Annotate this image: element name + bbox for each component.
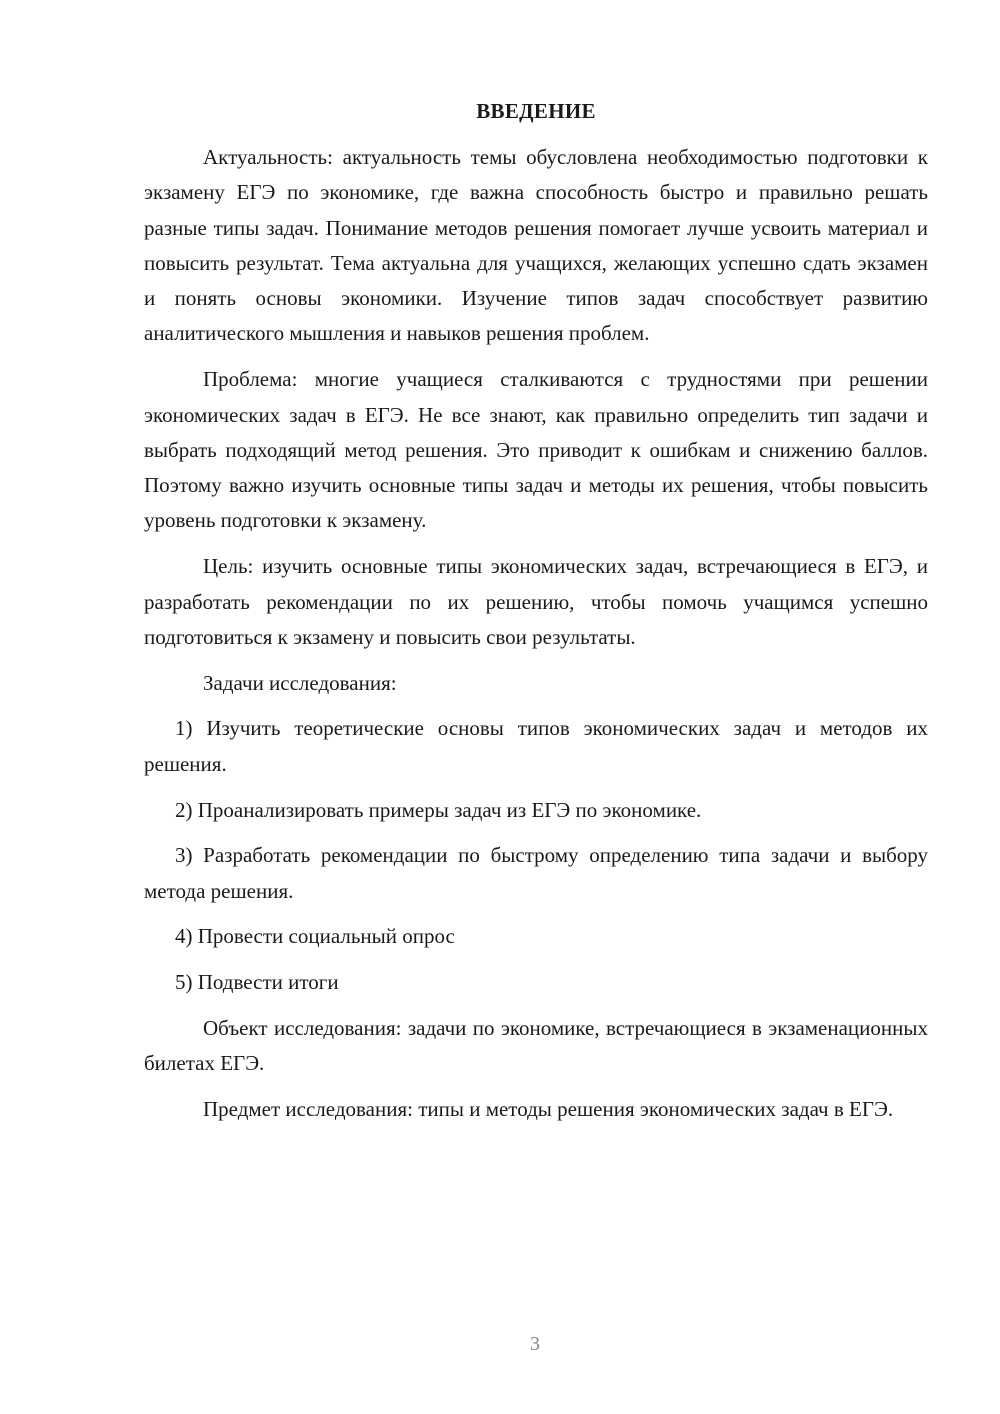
document-page	[144, 96, 928, 1138]
subject-paragraph: Предмет исследования: типы и методы решения экономических задач в ЕГЭ.	[203, 1097, 894, 1122]
problem-paragraph: Проблема: многие учащиеся сталкиваются с трудностями при решении экономических задач в ЕГЭ. Не все знают, как правильно определить тип задачи и выбрать подходящий метод решения. Это приводит к ошибкам и снижению баллов. Поэтому важно изучить основные типы задач и методы их решения, чтобы повысить уровень подготовки к экзамену.	[144, 367, 928, 533]
object-paragraph: Объект исследования: задачи по экономике, встречающиеся в экзаменационных билетах ЕГЭ.	[144, 1016, 928, 1076]
task-item-1: 1) Изучить теоретические основы типов экономических задач и методов их решения.	[144, 716, 928, 776]
goal-paragraph: Цель: изучить основные типы экономических задач, встречающиеся в ЕГЭ, и разработать рекомендации по их решению, чтобы помочь учащимся успешно подготовиться к экзамену и повысить свои результаты.	[144, 554, 928, 649]
tasks-heading: Задачи исследования:	[203, 670, 397, 695]
task-item-4: 4) Провести социальный опрос	[175, 924, 455, 949]
page-number: 3	[530, 1333, 540, 1355]
relevance-paragraph: Актуальность: актуальность темы обусловлена необходимостью подготовки к экзамену ЕГЭ по экономике, где важна способность быстро и правильно решать разные типы задач. Понимание методов решения помогает лучше усвоить материал и повысить результат. Тема актуальна для учащихся, желающих успешно сдать экзамен и понять основы экономики. Изучение типов задач способствует развитию аналитического мышления и навыков решения проблем.	[144, 145, 928, 346]
section-title: ВВЕДЕНИЕ	[476, 99, 596, 123]
task-item-3: 3) Разработать рекомендации по быстрому определению типа задачи и выбору метода решения.	[144, 843, 928, 903]
task-item-5: 5) Подвести итоги	[175, 970, 339, 995]
task-item-2: 2) Проанализировать примеры задач из ЕГЭ по экономике.	[175, 797, 702, 822]
